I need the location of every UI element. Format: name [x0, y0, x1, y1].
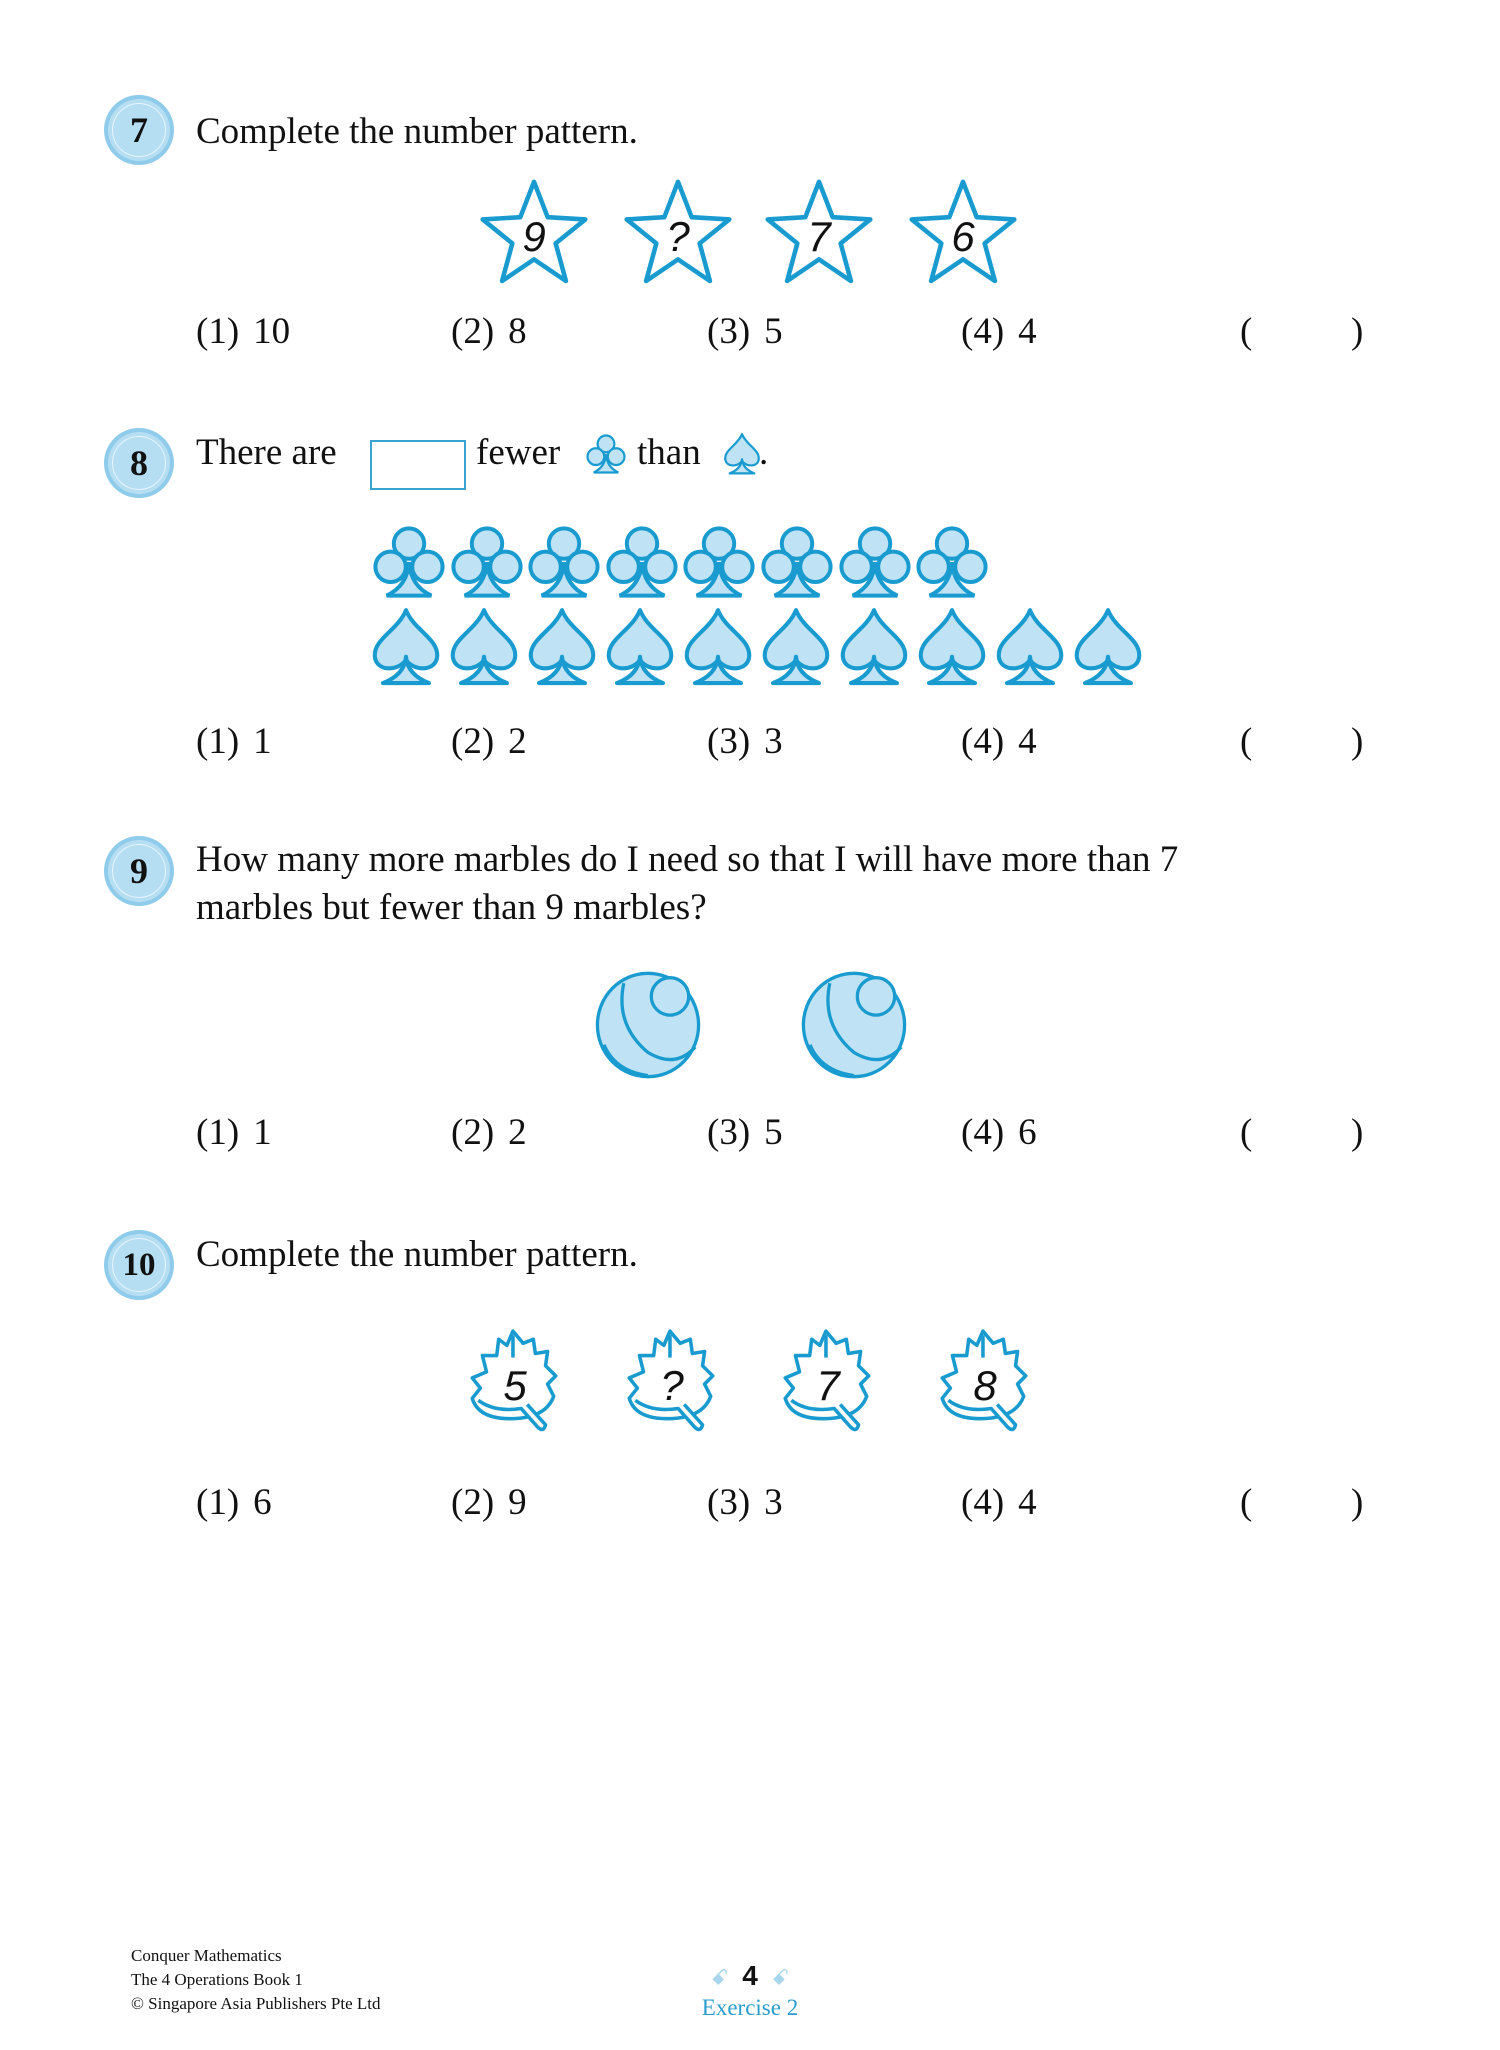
spade-icon	[911, 606, 993, 688]
club-icon	[757, 522, 837, 602]
answer-option[interactable]	[196, 313, 290, 350]
option-value: 6	[1018, 1112, 1037, 1153]
pattern-number: 7	[816, 1361, 840, 1409]
spade-icon	[833, 606, 915, 688]
answer-option[interactable]	[196, 1114, 272, 1151]
option-label: (4)	[961, 1482, 1005, 1523]
marble-icon	[799, 970, 909, 1080]
answer-bracket-open[interactable]: (	[1240, 311, 1253, 352]
star-icon	[906, 175, 1020, 289]
option-label: (3)	[707, 1112, 751, 1153]
pattern-number: 7	[807, 212, 831, 260]
question-text-after: than	[637, 432, 701, 473]
ornament-left-icon: ꗃ	[710, 1965, 729, 1990]
question-text-line2: marbles but fewer than 9 marbles?	[196, 887, 707, 928]
spade-icon	[677, 606, 759, 688]
answer-bracket-open[interactable]: (	[1240, 1482, 1253, 1523]
club-icon	[835, 522, 915, 602]
option-value: 1	[253, 1112, 272, 1153]
spade-icon	[755, 606, 837, 688]
club-icon	[584, 432, 628, 481]
option-value: 4	[1018, 721, 1037, 762]
star-icon	[621, 175, 735, 289]
option-value: 3	[764, 1482, 783, 1523]
question-number-badge: 8	[108, 432, 170, 494]
star-icon	[477, 175, 591, 289]
leaf-icon	[929, 1325, 1041, 1437]
question-text-mid: fewer	[476, 432, 561, 473]
option-label: (2)	[451, 1112, 495, 1153]
option-label: (2)	[451, 311, 495, 352]
option-label: (4)	[961, 1112, 1005, 1153]
option-value: 1	[253, 721, 272, 762]
answer-bracket-close[interactable]: )	[1351, 1112, 1364, 1153]
question-number-badge: 7	[108, 99, 170, 161]
answer-bracket-close[interactable]: )	[1351, 311, 1364, 352]
footer-book-info	[131, 1944, 381, 2016]
club-icon	[602, 522, 682, 602]
option-label: (1)	[196, 1112, 240, 1153]
option-value: 10	[253, 311, 291, 352]
footer-series: Conquer Mathematics	[131, 1946, 282, 1965]
pattern-number: 6	[951, 212, 975, 260]
spade-icon	[365, 606, 447, 688]
club-icon	[524, 522, 604, 602]
spade-icon	[1067, 606, 1149, 688]
question-text-line1: How many more marbles do I need so that I will have more than 7	[196, 839, 1179, 880]
spade-icon	[989, 606, 1071, 688]
answer-bracket-open[interactable]: (	[1240, 1112, 1253, 1153]
answer-option[interactable]	[451, 723, 527, 760]
page-number-area	[650, 1960, 850, 1994]
spade-icon	[521, 606, 603, 688]
answer-option[interactable]	[961, 1114, 1037, 1151]
option-value: 2	[508, 721, 527, 762]
option-label: (3)	[707, 311, 751, 352]
option-label: (3)	[707, 1482, 751, 1523]
answer-option[interactable]	[707, 313, 783, 350]
question-number-badge: 10	[108, 1234, 170, 1296]
club-icon	[912, 522, 992, 602]
club-icon	[679, 522, 759, 602]
option-value: 8	[508, 311, 527, 352]
exercise-label: Exercise 2	[701, 1995, 799, 2020]
spade-icon	[599, 606, 681, 688]
marble-icon	[593, 970, 703, 1080]
pattern-number: 8	[973, 1361, 997, 1409]
option-value: 4	[1018, 311, 1037, 352]
question-text: Complete the number pattern.	[196, 111, 638, 152]
option-value: 4	[1018, 1482, 1037, 1523]
option-value: 3	[764, 721, 783, 762]
club-icon	[369, 522, 449, 602]
option-label: (4)	[961, 721, 1005, 762]
answer-option[interactable]	[961, 1484, 1037, 1521]
pattern-number: 9	[522, 212, 546, 260]
question-text-end: .	[759, 432, 769, 473]
answer-option[interactable]	[707, 1114, 783, 1151]
spade-icon	[720, 432, 764, 481]
page-number: 4	[742, 1960, 758, 1991]
option-value: 9	[508, 1482, 527, 1523]
answer-box[interactable]	[370, 440, 466, 490]
pattern-number: ?	[660, 1361, 684, 1409]
question-text: Complete the number pattern.	[196, 1234, 638, 1275]
star-icon	[762, 175, 876, 289]
leaf-icon	[616, 1325, 728, 1437]
option-label: (3)	[707, 721, 751, 762]
answer-option[interactable]	[961, 313, 1037, 350]
spade-icon	[443, 606, 525, 688]
option-value: 6	[253, 1482, 272, 1523]
option-label: (2)	[451, 1482, 495, 1523]
question-number-badge: 9	[108, 840, 170, 902]
leaf-icon	[772, 1325, 884, 1437]
question-text-before: There are	[196, 432, 337, 473]
answer-bracket-close[interactable]: )	[1351, 1482, 1364, 1523]
club-icon	[447, 522, 527, 602]
answer-bracket-close[interactable]: )	[1351, 721, 1364, 762]
answer-option[interactable]	[196, 1484, 272, 1521]
answer-option[interactable]	[451, 313, 527, 350]
answer-option[interactable]	[961, 723, 1037, 760]
answer-option[interactable]	[707, 1484, 783, 1521]
answer-option[interactable]	[196, 723, 272, 760]
footer-copyright: © Singapore Asia Publishers Pte Ltd	[131, 1994, 381, 2013]
answer-option[interactable]	[451, 1484, 527, 1521]
leaf-icon	[459, 1325, 571, 1437]
answer-option[interactable]	[451, 1114, 527, 1151]
answer-bracket-open[interactable]: (	[1240, 721, 1253, 762]
option-label: (1)	[196, 721, 240, 762]
option-label: (4)	[961, 311, 1005, 352]
option-label: (1)	[196, 311, 240, 352]
option-value: 5	[764, 311, 783, 352]
option-label: (2)	[451, 721, 495, 762]
footer-book-title: The 4 Operations Book 1	[131, 1970, 303, 1989]
option-value: 2	[508, 1112, 527, 1153]
pattern-number: 5	[503, 1361, 527, 1409]
answer-option[interactable]	[707, 723, 783, 760]
pattern-number: ?	[666, 212, 690, 260]
option-label: (1)	[196, 1482, 240, 1523]
ornament-right-icon: ꗃ	[771, 1965, 790, 1990]
option-value: 5	[764, 1112, 783, 1153]
